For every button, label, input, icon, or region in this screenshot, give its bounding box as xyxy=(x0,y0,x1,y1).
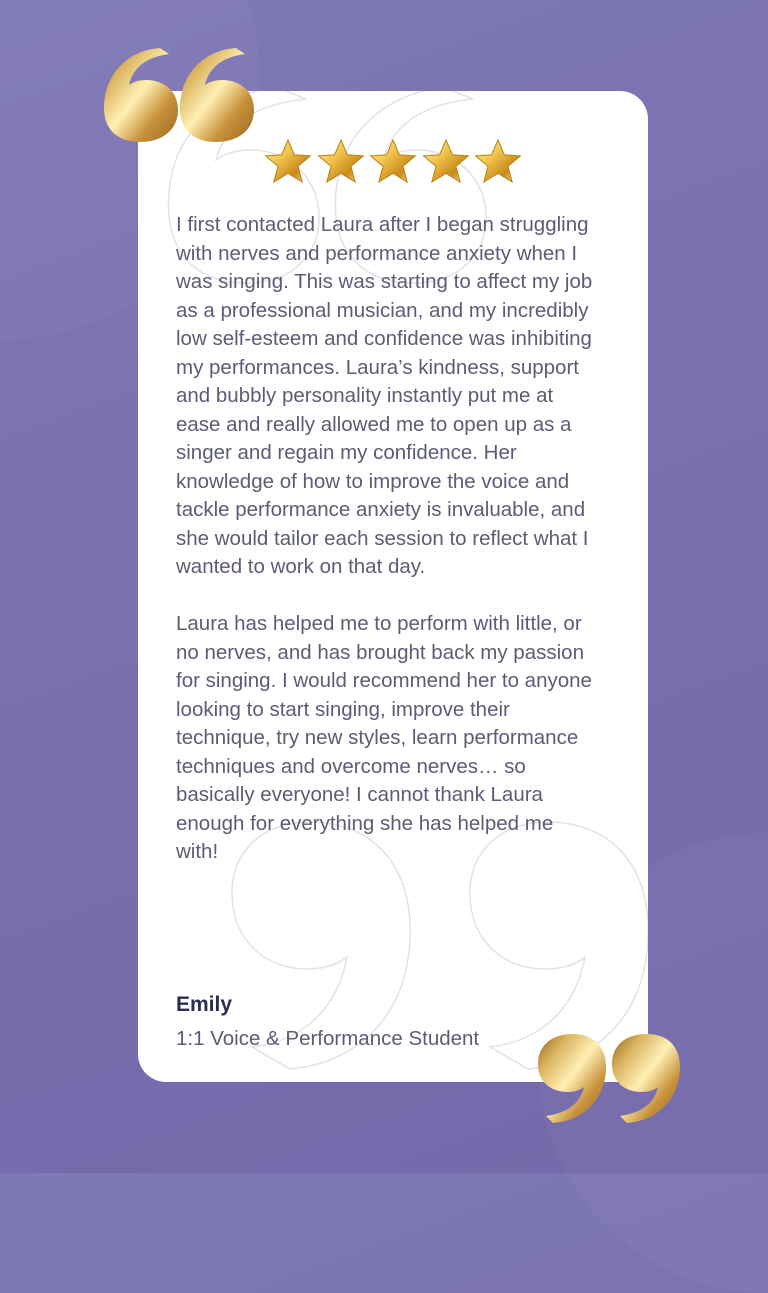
star-icon xyxy=(369,137,417,185)
star-icon xyxy=(264,137,312,185)
testimonial-paragraph: Laura has helped me to perform with little, or no nerves, and has brought back my passion for singing. I would recommend her to anyone looking to start singing, improve their technique, try new styles, learn performance techniques and overcome nerves… so basically everyone! I cannot thank Laura enough for everything she has helped me with! xyxy=(176,612,592,863)
reviewer-role: 1:1 Voice & Performance Student xyxy=(176,1027,480,1050)
testimonial-card xyxy=(138,91,648,1082)
star-rating xyxy=(264,137,522,185)
testimonial-text xyxy=(176,211,596,867)
close-quote-icon xyxy=(538,1034,682,1130)
star-icon xyxy=(317,137,365,185)
reviewer-name: Emily xyxy=(176,993,233,1016)
star-icon xyxy=(422,137,470,185)
testimonial-paragraph: I first contacted Laura after I began struggling with nerves and performance anxiety when I was singing. This was starting to affect my job as a professional musician, and my incredibly low self-esteem and confidence was inhibiting my performances. Laura’s kindness, support and bubbly personality instantly put me at ease and really allowed me to open up as a singer and regain my confidence. Her knowledge of how to improve the voice and tackle performance anxiety is invaluable, and she would tailor each session to reflect what I wanted to work on that day. xyxy=(176,213,593,578)
open-quote-icon xyxy=(102,40,254,142)
star-icon xyxy=(474,137,522,185)
